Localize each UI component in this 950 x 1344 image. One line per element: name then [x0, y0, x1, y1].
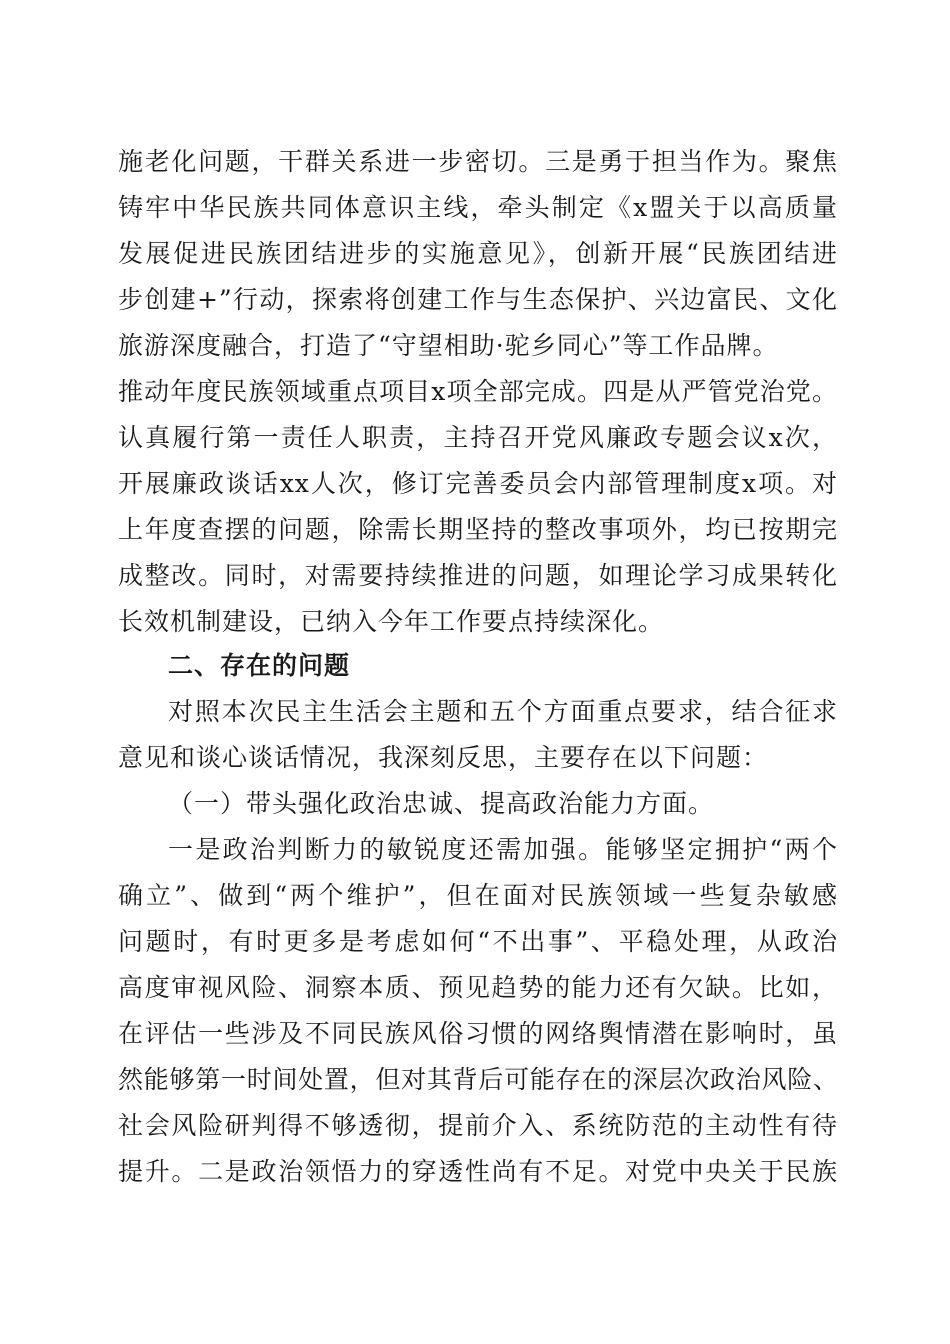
paragraph-line: 施老化问题，干群关系进一步密切。三是勇于担当作为。聚焦	[118, 147, 838, 176]
paragraph-line: 推动年度民族领域重点项目x项全部完成。四是从严管党治党。	[118, 377, 838, 406]
body-line: 社会风险研判得不够透彻，提前介入、系统防范的主动性有待	[118, 1111, 838, 1140]
body-line: 一是政治判断力的敏锐度还需加强。能够坚定拥护“两个	[168, 835, 838, 864]
paragraph-line: 上年度查摆的问题，除需长期坚持的整改事项外，均已按期完	[118, 515, 838, 544]
paragraph-line: 铸牢中华民族共同体意识主线，牵头制定《x盟关于以高质量	[118, 193, 838, 222]
body-line: 提升。二是政治领悟力的穿透性尚有不足。对党中央关于民族	[118, 1157, 838, 1186]
subsection-heading: （一）带头强化政治忠诚、提高政治能力方面。	[168, 789, 715, 818]
intro-line: 意见和谈心谈话情况，我深刻反思，主要存在以下问题：	[118, 743, 769, 772]
body-line: 在评估一些涉及不同民族风俗习惯的网络舆情潜在影响时，虽	[118, 1019, 838, 1048]
paragraph-line: 成整改。同时，对需要持续推进的问题，如理论学习成果转化	[118, 561, 838, 590]
paragraph-line: 开展廉政谈话xx人次，修订完善委员会内部管理制度x项。对	[118, 469, 838, 498]
body-line: 高度审视风险、洞察本质、预见趋势的能力还有欠缺。比如，	[118, 973, 838, 1002]
paragraph-line: 发展促进民族团结进步的实施意见》，创新开展“民族团结进	[118, 239, 838, 268]
paragraph-line: 旅游深度融合，打造了“守望相助·驼乡同心”等工作品牌。	[118, 331, 779, 360]
body-line: 问题时，有时更多是考虑如何“不出事”、平稳处理，从政治	[118, 927, 838, 956]
paragraph-line: 步创建+”行动，探索将创建工作与生态保护、兴边富民、文化	[118, 285, 838, 314]
section-heading: 二、存在的问题	[168, 651, 351, 680]
paragraph-line: 长效机制建设，已纳入今年工作要点持续深化。	[118, 607, 665, 636]
intro-line: 对照本次民主生活会主题和五个方面重点要求，结合征求	[168, 697, 838, 726]
paragraph-line: 认真履行第一责任人职责，主持召开党风廉政专题会议x次，	[118, 423, 838, 452]
body-line: 然能够第一时间处置，但对其背后可能存在的深层次政治风险、	[118, 1065, 838, 1094]
body-line: 确立”、做到“两个维护”，但在面对民族领域一些复杂敏感	[118, 881, 838, 910]
